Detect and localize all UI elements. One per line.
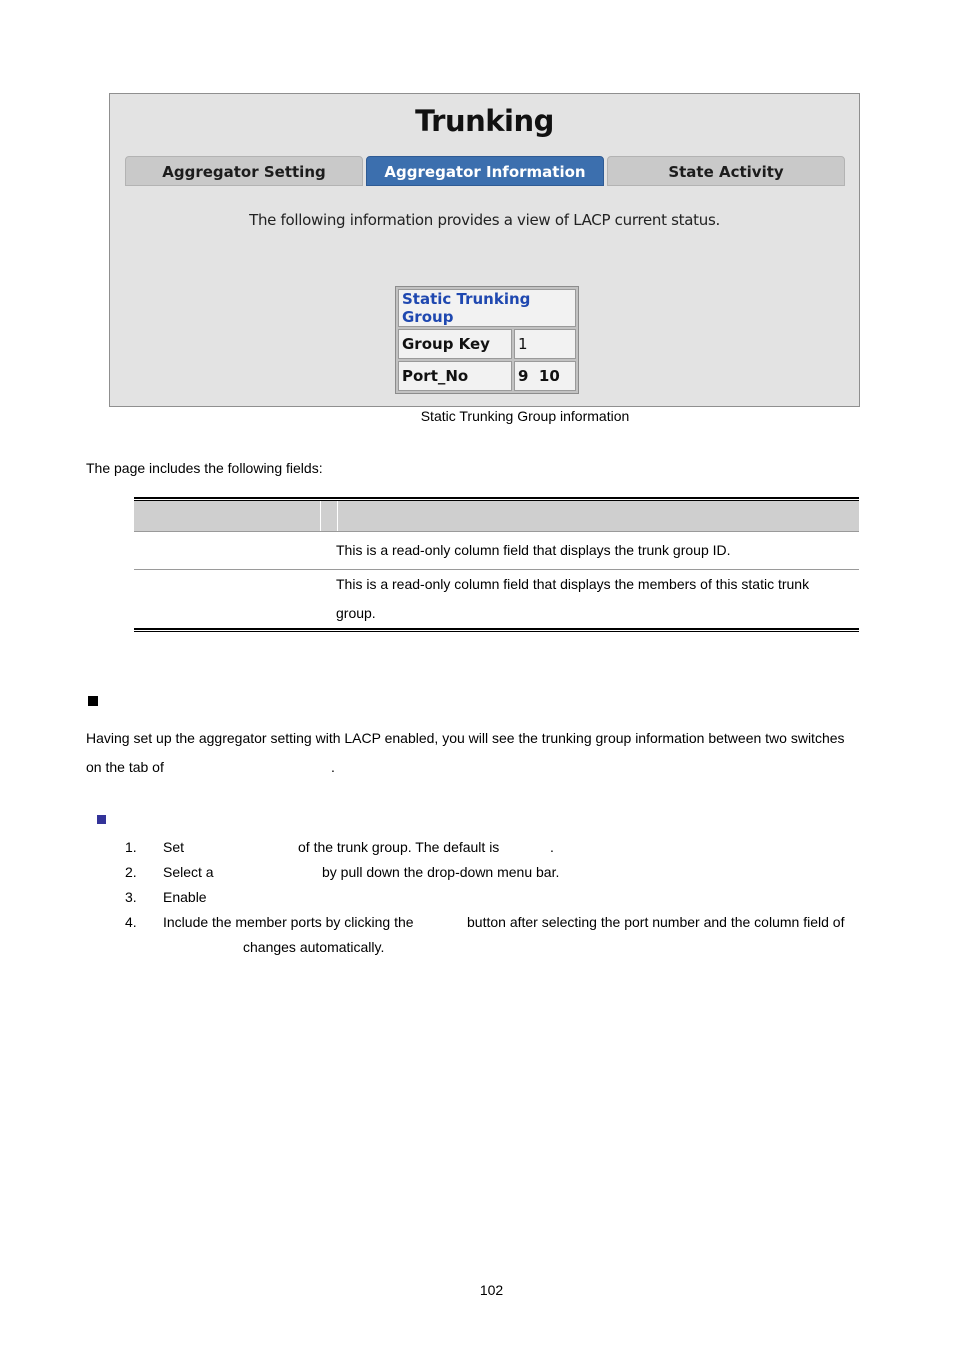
section-paragraph-line2-start: on the tab of (86, 759, 164, 775)
step-number: 1. (125, 839, 137, 855)
fields-table (134, 497, 859, 632)
static-trunking-group-table (395, 286, 579, 394)
page-number: 102 (479, 1282, 504, 1298)
step-text: Include the member ports by clicking the (163, 914, 414, 930)
header-cell-object (134, 501, 321, 531)
step-number: 2. (125, 864, 137, 880)
table-row (134, 569, 859, 628)
subsection-bullet-icon (97, 815, 106, 824)
step-text: Enable (163, 889, 207, 905)
step-text: Select a (163, 864, 214, 880)
field-description-line1: This is a read-only column field that displays the members of this static trunk (336, 576, 810, 592)
tab-state-activity[interactable]: State Activity (607, 156, 845, 186)
step-number: 3. (125, 889, 137, 905)
field-description-line2: group. (336, 605, 376, 621)
static-trunking-group-header: Static Trunking Group (398, 289, 576, 327)
field-description: This is a read-only column field that displays the trunk group ID. (336, 542, 731, 558)
group-key-value: 1 (514, 329, 576, 359)
step-text: . (550, 839, 554, 855)
header-cell-spacer (321, 501, 338, 531)
panel-description: The following information provides a view of LACP current status. (249, 211, 720, 229)
tab-aggregator-information[interactable]: Aggregator Information (366, 156, 604, 186)
step-number: 4. (125, 914, 137, 930)
section-paragraph-line2-end: . (331, 759, 335, 775)
intro-text: The page includes the following fields: (86, 460, 323, 476)
step-text: changes automatically. (243, 939, 385, 955)
section-bullet-icon (88, 696, 98, 706)
port-no-label: Port_No (398, 361, 512, 391)
tab-aggregator-setting[interactable]: Aggregator Setting (125, 156, 363, 186)
table-header-row (134, 501, 859, 531)
step-text: button after selecting the port number and the column field of (467, 914, 845, 930)
group-key-label: Group Key (398, 329, 512, 359)
trunking-screenshot-panel (109, 93, 860, 407)
panel-title: Trunking (415, 104, 554, 138)
figure-caption: Static Trunking Group information (420, 408, 630, 424)
section-paragraph-line1: Having set up the aggregator setting with LACP enabled, you will see the trunking group information between two switches (86, 730, 845, 746)
step-text: by pull down the drop-down menu bar. (322, 864, 560, 880)
step-text: of the trunk group. The default is (298, 839, 500, 855)
step-text: Set (163, 839, 185, 855)
table-bottom-rule (134, 628, 859, 632)
port-no-value: 9 10 (514, 361, 576, 391)
table-row (134, 531, 859, 569)
